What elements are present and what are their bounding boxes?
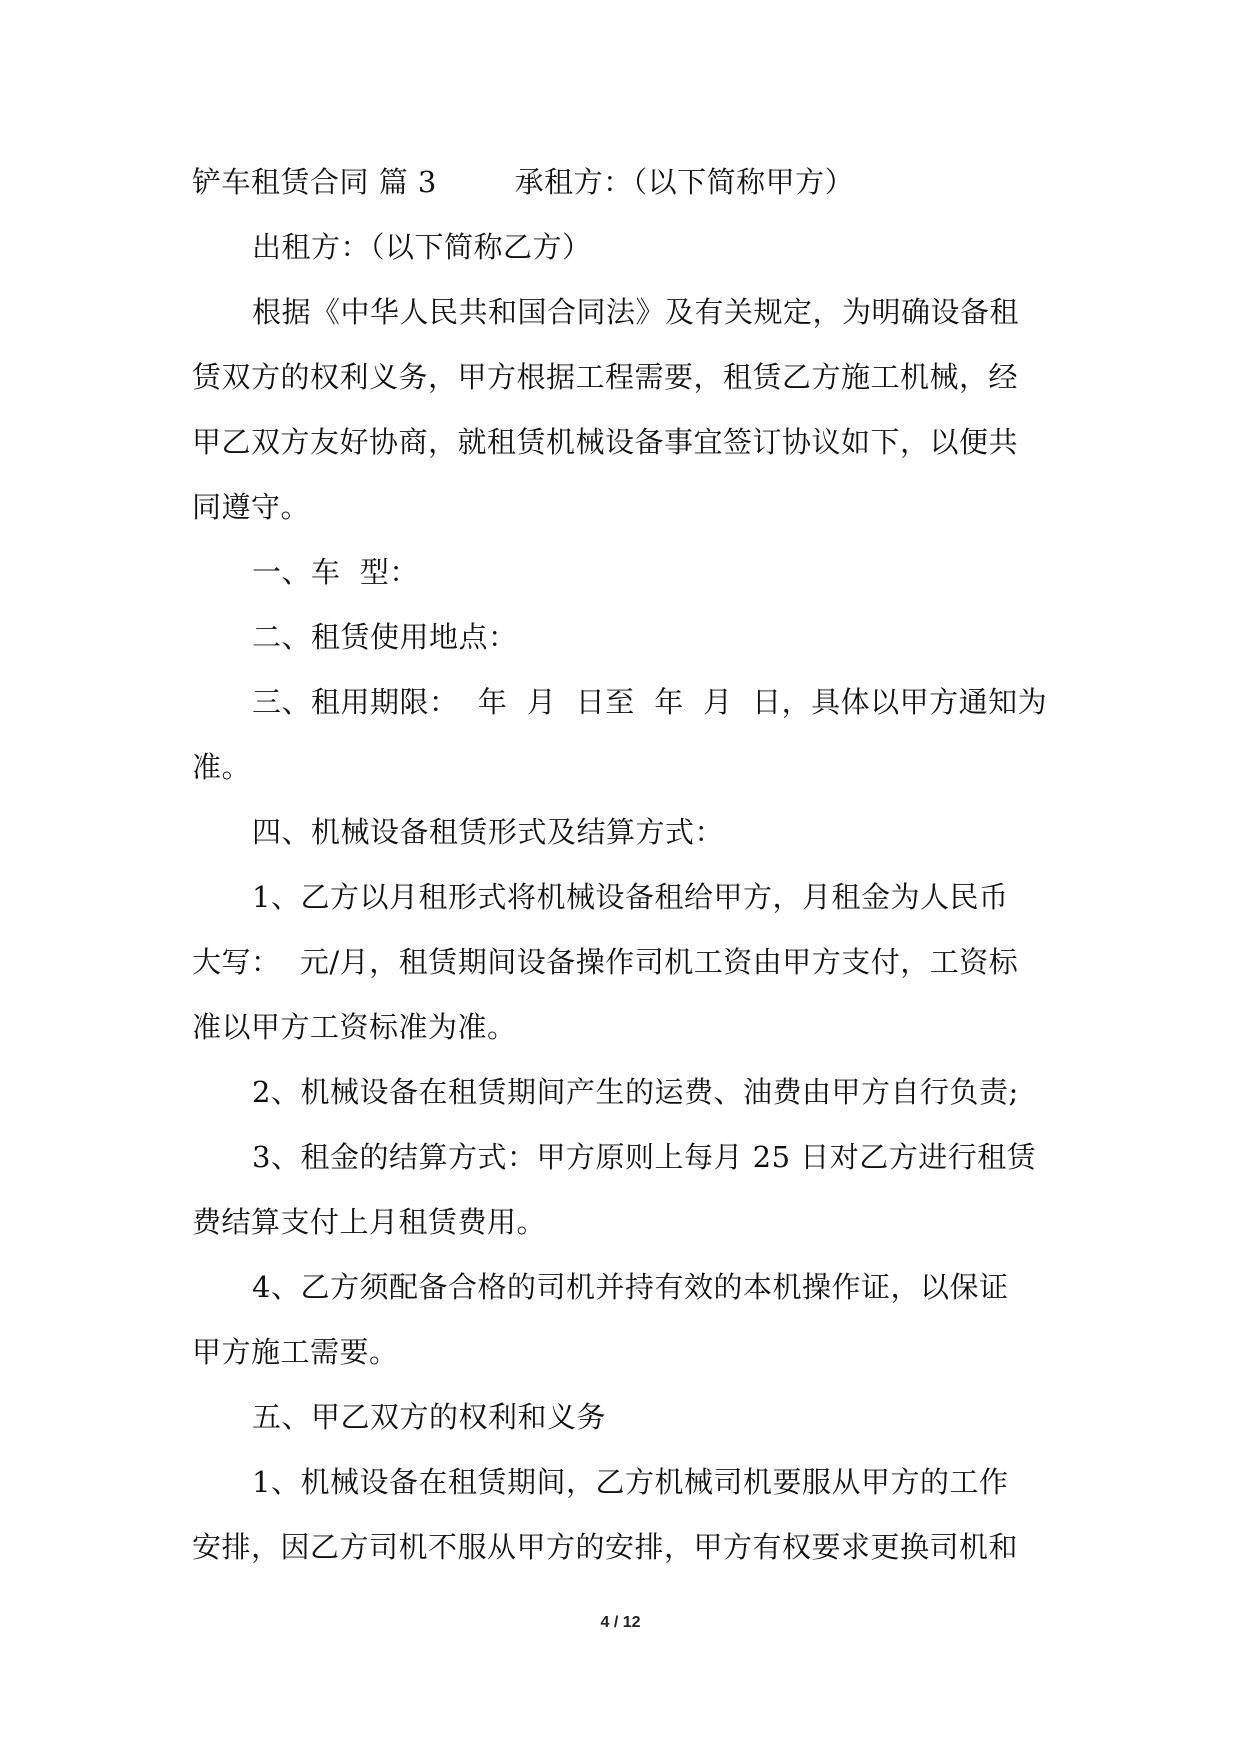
text-line: 赁双方的权利义务，甲方根据工程需要，租赁乙方施工机械，经 [192, 360, 1019, 394]
text-line: 准以甲方工资标准为准。 [192, 1010, 517, 1044]
text-line: 安排，因乙方司机不服从甲方的安排，甲方有权要求更换司机和 [192, 1530, 1019, 1564]
text-line: 根据《中华人民共和国合同法》及有关规定，为明确设备租 [252, 295, 1020, 329]
text-line: 3、租金的结算方式：甲方原则上每月 25 日对乙方进行租赁 [252, 1140, 1037, 1174]
text-line: 同遵守。 [192, 490, 311, 524]
text-line: 2、机械设备在租赁期间产生的运费、油费由甲方自行负责; [252, 1075, 1019, 1109]
document-body [192, 150, 1052, 1580]
text-line: 1、乙方以月租形式将机械设备租给甲方，月租金为人民币 [252, 880, 1009, 914]
page-number: 4 / 12 [600, 1614, 641, 1631]
text-line: 甲方施工需要。 [192, 1335, 399, 1369]
document-title-line: 铲车租赁合同 篇 3 承租方：（以下简称甲方） [192, 165, 855, 199]
text-line: 甲乙双方友好协商，就租赁机械设备事宜签订协议如下，以便共 [192, 425, 1019, 459]
text-line: 1、机械设备在租赁期间，乙方机械司机要服从甲方的工作 [252, 1465, 1009, 1499]
text-line: 二、租赁使用地点： [252, 620, 518, 654]
text-line: 4、乙方须配备合格的司机并持有效的本机操作证，以保证 [252, 1270, 1009, 1304]
text-line: 一、车 型： [252, 555, 419, 589]
text-line: 三、租用期限： 年 月 日至 年 月 日，具体以甲方通知为 [252, 685, 1048, 719]
text-line: 大写： 元/月，租赁期间设备操作司机工资由甲方支付，工资标 [192, 945, 1019, 979]
text-line: 准。 [192, 750, 252, 784]
text-line: 四、机械设备租赁形式及结算方式： [252, 815, 725, 849]
text-line: 出租方：（以下简称乙方） [252, 230, 592, 264]
text-line: 费结算支付上月租赁费用。 [192, 1205, 547, 1239]
text-line: 五、甲乙双方的权利和义务 [252, 1400, 607, 1434]
